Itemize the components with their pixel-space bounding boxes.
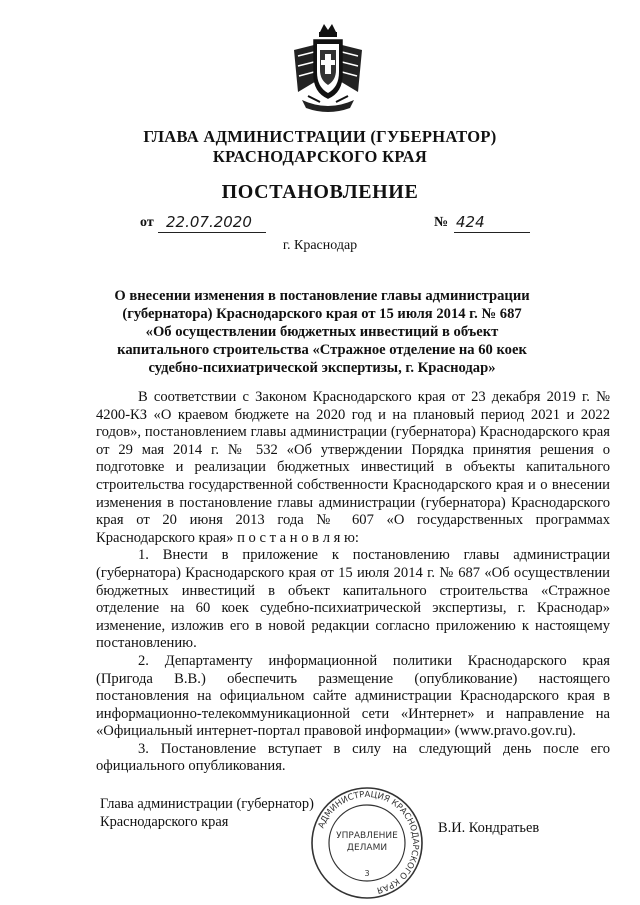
body-paragraph-preamble: В соответствии с Законом Краснодарского края от 23 декабря 2019 г. № 4200-КЗ «О краевом бюджете на 2020 год и на плановый период 2021 и 2022 годов», постановлением главы администрации (губернатора) Краснодарского края от 29 мая 2014 г. № 532 «Об утверждении Порядка принятия решения о подготовке и реализации бюджетных инвестиций в объекты капитального строительства государственной собственности Краснодарского края и о внесении изменения в постановление главы администрации (губернатора) Краснодарского края от 20 июня 2013 года № 607 «О государственных программах Краснодарского края» п о с т а н о в л я ю:: [96, 389, 610, 546]
resolution-heading: О внесении изменения в постановление главы администрации (губернатора) Краснодарского края от 15 июля 2014 г. № 687 «Об осуществлении бюджетных инвестиций в объект капитального строительства «Стражное отделение на 60 коек судебно-психиатрической экспертизы, г. Краснодар»: [114, 288, 530, 376]
number-field: [434, 213, 534, 235]
date-prefix: от: [140, 215, 154, 230]
signatory-position-line1: Глава администрации (губернатор): [100, 796, 314, 812]
stamp-number: 3: [364, 869, 370, 878]
number-prefix: №: [434, 215, 449, 230]
stamp-center-line2: ДЕЛАМИ: [346, 843, 388, 853]
authority-title-line2: КРАСНОДАРСКОГО КРАЯ: [212, 147, 428, 166]
authority-title-line1: ГЛАВА АДМИНИСТРАЦИИ (ГУБЕРНАТОР): [143, 127, 497, 146]
number-value: 424: [456, 213, 485, 231]
coat-of-arms-emblem: [290, 22, 366, 116]
resolution-body: [96, 389, 610, 776]
document-type-title: ПОСТАНОВЛЕНИЕ: [221, 181, 419, 203]
stamp-ring-text: АДМИНИСТРАЦИЯ КРАСНОДАРСКОГО КРАЯ: [316, 789, 421, 895]
body-paragraph-item-2: 2. Департаменту информационной политики Краснодарского края (Пригода В.В.) обеспечить размещение (опубликование) настоящего постановления на официальном сайте администрации Краснодарского края в информационно-телекоммуникационной сети «Интернет» и направление на «Официальный интернет-портал правовой информации» (www.pravo.gov.ru).: [96, 652, 610, 740]
official-stamp: [308, 786, 426, 900]
city-label: г. Краснодар: [282, 238, 358, 253]
date-field: [140, 213, 280, 235]
body-paragraph-item-3: 3. Постановление вступает в силу на следующий день после его официального опубликования.: [96, 740, 610, 775]
stamp-center-line1: УПРАВЛЕНИЕ: [336, 831, 398, 841]
signatory-position-line2: Краснодарского края: [100, 814, 229, 830]
signatory-name: В.И. Кондратьев: [438, 820, 540, 836]
body-paragraph-item-1: 1. Внести в приложение к постановлению главы администрации (губернатора) Краснодарского края от 15 июля 2014 г. № 687 «Об осуществлении бюджетных инвестиций в объект капитального строительства «Стражное отделение на 60 коек судебно-психиатрической экспертизы, г. Краснодар» изменение, изложив его в новой редакции согласно приложению к настоящему постановлению.: [96, 547, 610, 652]
date-value: 22.07.2020: [166, 213, 252, 231]
